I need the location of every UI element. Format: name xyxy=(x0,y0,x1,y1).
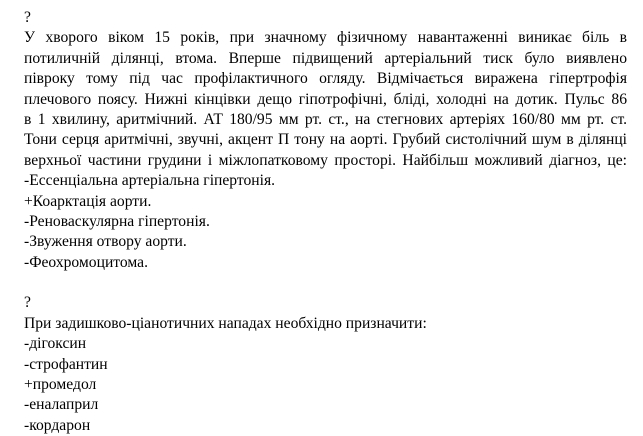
question-stem-line: При задишково-ціанотичних нападах необхідно призначити: xyxy=(24,314,427,332)
question-2 xyxy=(24,293,627,436)
answer-option: -Реноваскулярна гіпертонія. xyxy=(24,212,210,230)
answer-option: -кордарон xyxy=(24,416,91,434)
answer-option: -строфантин xyxy=(24,355,108,373)
answer-option: -Звуження отвору аорти. xyxy=(24,233,187,251)
answer-option: -дігоксин xyxy=(24,335,87,353)
question-1 xyxy=(24,8,627,273)
question-marker: ? xyxy=(24,294,31,312)
answer-option: -Феохромоцитома. xyxy=(24,253,148,271)
question-stem-line: плечового поясу. Нижні кінцівки дещо гіпотрофічні, бліді, холодні на дотик. Пульс 86 xyxy=(24,90,627,108)
question-marker: ? xyxy=(24,9,31,26)
question-stem-line: У хворого віком 15 років, при значному фізичному навантаженні виникає біль в xyxy=(24,29,627,47)
document-body xyxy=(24,8,627,436)
question-stem-line: потиличній ділянці, втома. Вперше підвищений артеріальний тиск було виявлено xyxy=(24,49,627,67)
question-stem-line: півроку тому під час профілактичного огляду. Відмічається виражена гіпертрофія xyxy=(24,70,627,88)
answer-option-correct: +Коарктація аорти. xyxy=(24,192,152,210)
question-stem-line: Тони серця аритмічні, звучні, акцент П тону на аорті. Грубий систолічний шум в ділянці xyxy=(24,131,627,149)
spacer xyxy=(24,273,627,293)
answer-option-correct: +промедол xyxy=(24,376,97,394)
answer-option: -еналаприл xyxy=(24,396,99,414)
question-stem-line: верхньої частини грудини і міжлопатковому просторі. Найбільш можливий діагноз, це: xyxy=(24,151,627,169)
answer-option: -Ессенціальна артеріальна гіпертонія. xyxy=(24,172,276,190)
question-stem-line: в 1 хвилину, аритмічний. АТ 180/95 мм рт. ст., на стегнових артеріях 160/80 мм рт. ст. xyxy=(24,110,627,128)
